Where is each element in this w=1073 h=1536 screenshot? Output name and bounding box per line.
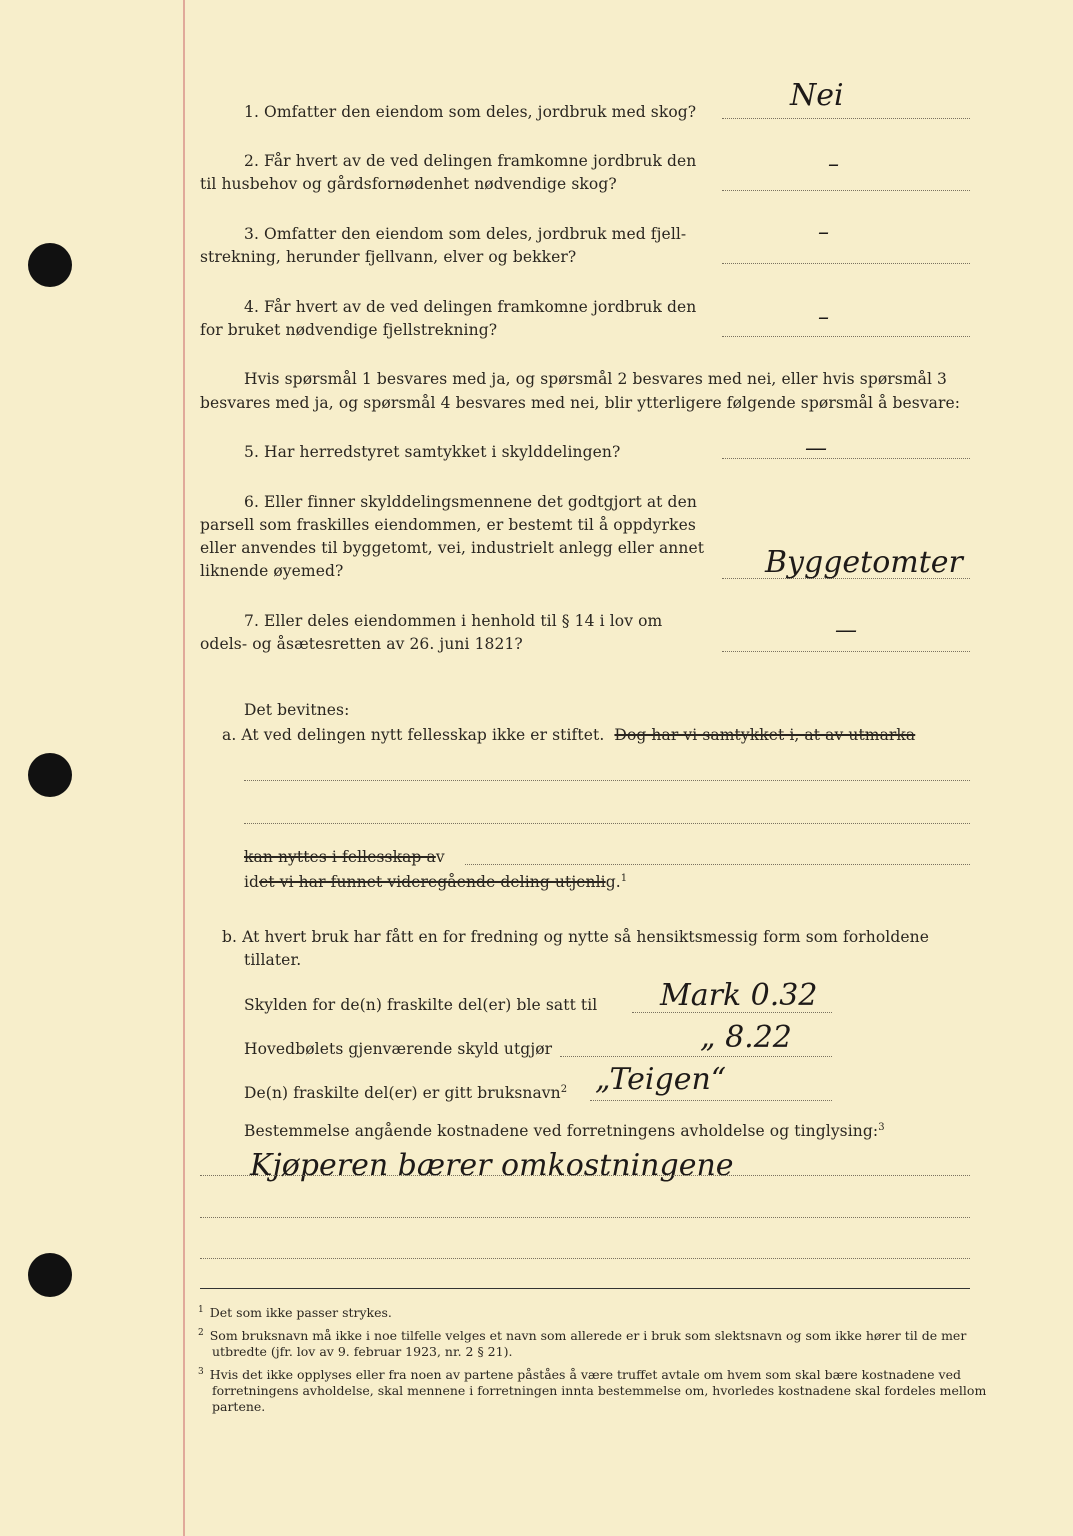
handwritten-answer-3: – (818, 220, 829, 245)
struck-text: et vi har funnet videregående deling utjenli (259, 873, 606, 892)
handwritten-bruksnavn: „Teigen“ (595, 1062, 727, 1097)
bruksnavn-label (244, 1084, 567, 1102)
footnote-text: Som bruksnavn må ikke i noe tilfelle velges et navn som allerede er i bruk som slektsnavn og som ikke hører til de mer utbredte (jfr. lov av 9. februar 1923, nr. 2 § 21). (209, 1328, 967, 1360)
question-3: 3. Omfatter den eiendom som deles, jordbruk med fjell- (244, 225, 687, 243)
footnote-ref: 1 (620, 873, 628, 884)
handwritten-answer-7: — (835, 618, 857, 643)
fill-line (465, 864, 970, 865)
bevitnes-heading: Det bevitnes: (244, 701, 350, 719)
question-6: 6. Eller finner skylddelingsmennene det godtgjort at den (244, 493, 697, 511)
statement-b-cont: tillater. (244, 951, 302, 969)
footnote-divider (200, 1288, 970, 1289)
fill-line (200, 1217, 970, 1218)
text: id (244, 873, 260, 892)
handwritten-answer-5: — (805, 436, 827, 461)
question-2: 2. Får hvert av de ved delingen framkomne jordbruk den (244, 152, 697, 170)
footnote-text: Det som ikke passer strykes. (209, 1305, 392, 1321)
footnote-number: 2 (198, 1328, 204, 1338)
fill-line (560, 1056, 832, 1057)
statement-a-text: a. At ved delingen nytt fellesskap ikke er stiftet. (222, 726, 605, 744)
handwritten-bestemmelse: Kjøperen bærer omkostningene (250, 1148, 734, 1183)
question-6-cont: parsell som fraskilles eiendommen, er bestemt til å oppdyrkes (200, 516, 696, 534)
footnote-text: Hvis det ikke opplyses eller fra noen av partene påståes å være truffet avtale om hvem som skal bære kostnadene ved forretningens avholdelse, skal mennene i forretningen innta bestemmelse om, hvorledes kostnadene skal fordeles mellom partene. (209, 1367, 987, 1415)
fill-line (200, 1175, 970, 1176)
question-3-cont: strekning, herunder fjellvann, elver og bekker? (200, 248, 577, 266)
question-6-cont: liknende øyemed? (200, 562, 344, 580)
text: g. (605, 873, 621, 892)
fill-line (244, 823, 970, 824)
handwritten-answer-6: Byggetomter (765, 545, 963, 580)
struck-text: Dog har vi samtykket i, at av utmarka (614, 726, 916, 744)
punch-hole (28, 1253, 72, 1297)
footnote-number: 1 (198, 1305, 204, 1315)
statement-a-line4 (244, 873, 627, 891)
text: v (435, 848, 445, 866)
question-6-cont: eller anvendes til byggetomt, vei, industrielt anlegg eller annet (200, 539, 705, 557)
question-7-cont: odels- og åsætesretten av 26. juni 1821? (200, 635, 523, 653)
hovedbol-label: Hovedbølets gjenværende skyld utgjør (244, 1040, 553, 1058)
handwritten-answer-2: – (828, 152, 839, 177)
answer-line (722, 458, 970, 459)
footnote-ref: 2 (560, 1084, 568, 1095)
statement-b: b. At hvert bruk har fått en for fredning og nytte så hensiktsmessig form som forholdene (222, 928, 930, 946)
answer-line (722, 336, 970, 337)
skyld-label: Skylden for de(n) fraskilte del(er) ble satt til (244, 996, 598, 1014)
footnote-ref: 3 (878, 1122, 885, 1133)
footnote-number: 3 (198, 1367, 204, 1377)
fill-line (590, 1100, 832, 1101)
struck-text: kan nyttes i fellesskap a (244, 848, 436, 866)
bestemmelse-label (244, 1122, 885, 1140)
fill-line (244, 780, 970, 781)
handwritten-skyld: Mark 0.32 (660, 978, 818, 1013)
condition-text-cont: besvares med ja, og spørsmål 4 besvares med nei, blir ytterligere følgende spørsmål å besvare: (200, 394, 961, 412)
footnote-3 (198, 1364, 987, 1415)
question-4-cont: for bruket nødvendige fjellstrekning? (200, 321, 498, 339)
text: Bestemmelse angående kostnadene ved forretningens avholdelse og tinglysing: (244, 1122, 879, 1141)
handwritten-hovedbol: „ 8.22 (700, 1020, 792, 1055)
condition-text: Hvis spørsmål 1 besvares med ja, og spørsmål 2 besvares med nei, eller hvis spørsmål 3 (244, 370, 948, 388)
punch-hole (28, 243, 72, 287)
handwritten-answer-1: Nei (790, 78, 844, 113)
answer-line (722, 263, 970, 264)
margin-line (183, 0, 185, 1536)
statement-a-line3 (244, 848, 445, 866)
handwritten-answer-4: – (818, 305, 829, 330)
footnote-1 (198, 1302, 973, 1321)
footnote-2 (198, 1325, 987, 1360)
statement-a (222, 726, 915, 744)
text: De(n) fraskilte del(er) er gitt bruksnavn (244, 1084, 561, 1103)
question-1: 1. Omfatter den eiendom som deles, jordbruk med skog? (244, 103, 697, 121)
question-5: 5. Har herredstyret samtykket i skylddelingen? (244, 443, 621, 461)
question-4: 4. Får hvert av de ved delingen framkomne jordbruk den (244, 298, 697, 316)
punch-hole (28, 753, 72, 797)
answer-line (722, 190, 970, 191)
fill-line (200, 1258, 970, 1259)
answer-line (722, 118, 970, 119)
question-2-cont: til husbehov og gårdsfornødenhet nødvendige skog? (200, 175, 617, 193)
answer-line (722, 651, 970, 652)
question-7: 7. Eller deles eiendommen i henhold til § 14 i lov om (244, 612, 663, 630)
